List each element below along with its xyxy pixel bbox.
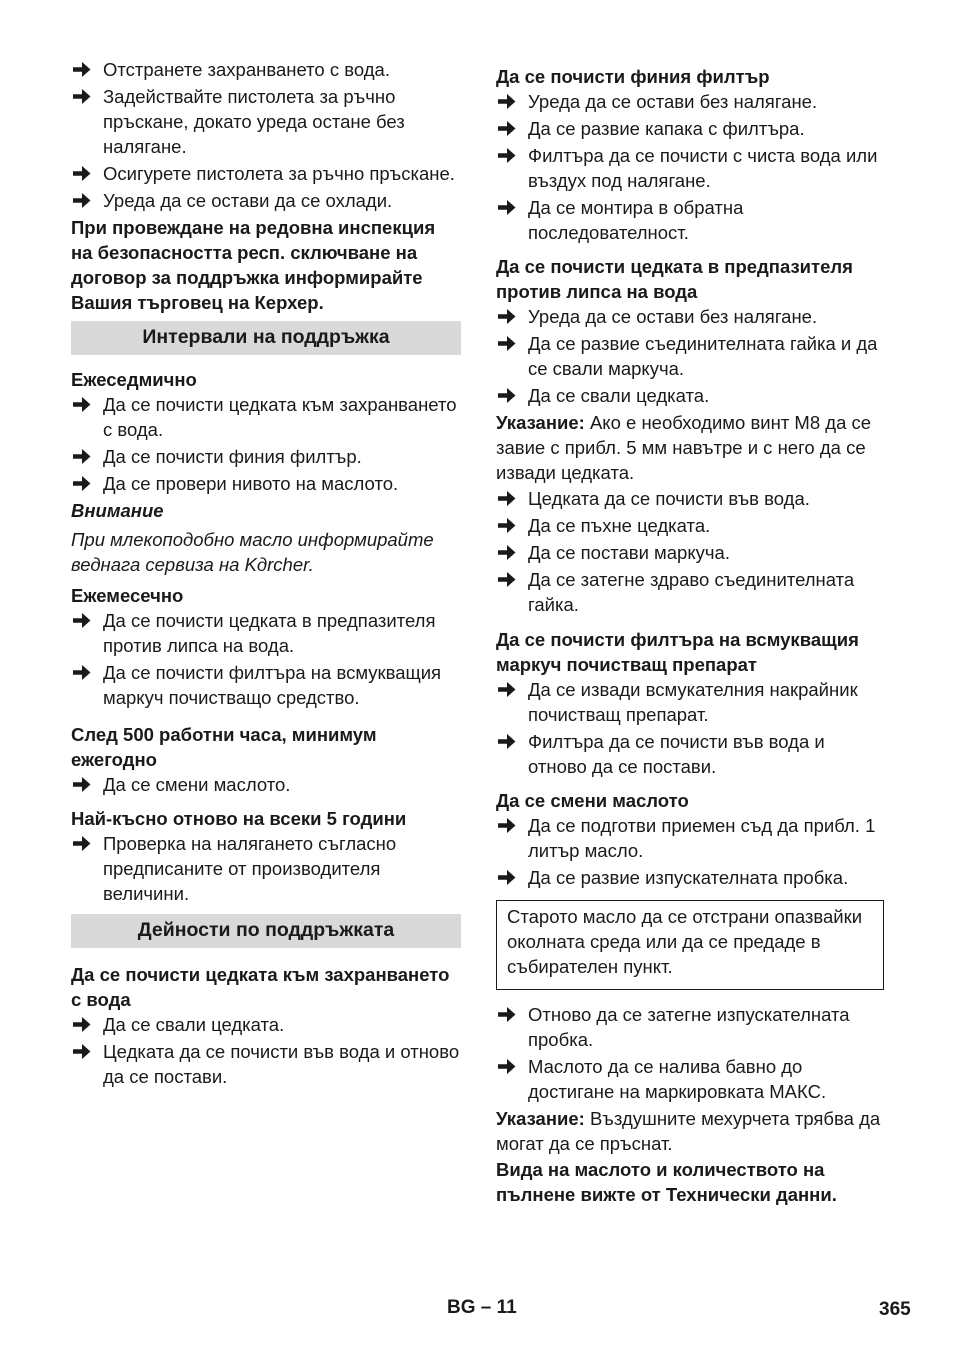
list-item [496,304,884,329]
list-item [496,116,884,141]
list-item-text: Да се постави маркуча. [528,542,730,563]
list-item [71,188,461,213]
arrow-right-icon [73,835,91,852]
note-text: Въздушните мехурчета трябва да могат да се пръснат. [496,1108,881,1154]
list-item [496,331,884,381]
list-item [496,729,884,779]
list-item [496,677,884,727]
list-item [496,143,884,193]
list-item-text: Осигурете пистолета за ръчно пръскане. [103,163,455,184]
list-item-text: Маслото да се налива бавно до достигане на маркировката МАКС. [528,1056,827,1102]
note-text: Ако е необходимо винт M8 да се завие с прибл. 5 мм навътре и с него да се извади цедката. [496,412,872,483]
arrow-right-icon [498,147,516,164]
list-item-text: Цедката да се почисти във вода и отново да се постави. [103,1041,460,1087]
arrow-right-icon [498,490,516,507]
list-fine-filter [496,89,884,245]
heading-fine-filter: Да се почисти финия филтър [496,66,770,87]
arrow-right-icon [498,1006,516,1023]
heading-monthly: Ежемесечно [71,585,184,606]
note-label: Указание: [496,1108,585,1129]
list-item-text: Цедката да се почисти във вода. [528,488,810,509]
arrow-right-icon [498,571,516,588]
list-item-text: Да се подготви приемен съд да прибл. 1 литър масло. [528,815,876,861]
right-column [496,57,884,1209]
list-suction-filter [496,677,884,779]
list-item [496,865,884,890]
list-item-text: Да се свали цедката. [103,1014,285,1035]
arrow-right-icon [498,869,516,886]
list-item [71,471,461,496]
list-oil-b [496,1002,884,1104]
list-item-text: Отново да се затегне изпускателната пробка. [528,1004,850,1050]
list-oil-a [496,813,884,890]
arrow-right-icon [498,387,516,404]
list-item-text: Да се извади всмукателния накрайник почистващ препарат. [528,679,858,725]
note-m8 [496,410,884,485]
list-water-strainer-b [496,486,884,617]
list-item-text: Да се смени маслото. [103,774,291,795]
arrow-right-icon [73,88,91,105]
arrow-right-icon [73,165,91,182]
heading-clean-strainer: Да се почисти цедката към захранването с вода [71,964,450,1010]
note-air-bubbles [496,1106,884,1156]
section-band-intervals: Интервали на поддръжка [71,321,461,355]
list-item-text: Филтъра да се почисти с чиста вода или въздух под налягане. [528,145,878,191]
arrow-right-icon [73,1043,91,1060]
list-item [71,608,461,658]
list-monthly [71,608,461,710]
heading-oil-change: Да се смени маслото [496,790,689,811]
arrow-right-icon [498,199,516,216]
attention-text: При млекоподобно масло информирайте веднага сервиза на Kдrcher. [71,529,434,575]
list-item [496,486,884,511]
arrow-right-icon [498,335,516,352]
arrow-right-icon [73,396,91,413]
heading-weekly: Ежеседмично [71,369,197,390]
arrow-right-icon [498,544,516,561]
list-item [496,1054,884,1104]
list-5-years [71,831,461,906]
arrow-right-icon [498,517,516,534]
arrow-right-icon [73,612,91,629]
heading-attention: Внимание [71,500,164,521]
arrow-right-icon [73,1016,91,1033]
list-item-text: Уреда да се остави да се охлади. [103,190,393,211]
old-oil-notice-box: Старото масло да се отстрани опазвайки околната среда или да се предаде в събирателен пункт. [496,900,884,990]
list-item-text: Да се затегне здраво съединителната гайка. [528,569,855,615]
list-item [71,1039,461,1089]
list-item [496,567,884,617]
left-column [71,57,461,1091]
list-item-text: Да се пъхне цедката. [528,515,711,536]
heading-5-years: Най-късно отново на всеки 5 години [71,808,407,829]
arrow-right-icon [498,733,516,750]
final-note: Вида на маслото и количеството на пълнене вижте от Технически данни. [496,1159,837,1205]
inspection-note: При провеждане на редовна инспекция на безопасността респ. сключване на договор за поддръжка информирайте Вашия търговец на Керхер. [71,217,436,313]
list-item [71,660,461,710]
arrow-right-icon [73,448,91,465]
list-item [71,444,461,469]
section-band-activities: Дейности по поддръжката [71,914,461,948]
list-item [496,89,884,114]
list-item-text: Да се почисти цедката към захранването с вода. [103,394,457,440]
arrow-right-icon [73,776,91,793]
list-item-text: Да се почисти финия филтър. [103,446,362,467]
list-item [71,84,461,159]
heading-water-strainer: Да се почисти цедката в предпазителя против липса на вода [496,256,853,302]
arrow-right-icon [498,681,516,698]
list-item-text: Уреда да се остави без налягане. [528,91,818,112]
list-item-text: Отстранете захранването с вода. [103,59,390,80]
list-item [496,1002,884,1052]
list-item [496,513,884,538]
list-item [496,813,884,863]
arrow-right-icon [498,1058,516,1075]
arrow-right-icon [498,120,516,137]
list-item [496,383,884,408]
list-item-text: Да се почисти цедката в предпазителя против липса на вода. [103,610,436,656]
list-item [71,831,461,906]
list-item-text: Да се почисти филтъра на всмукващия маркуч почистващо средство. [103,662,442,708]
arrow-right-icon [73,61,91,78]
list-item [71,772,461,797]
list-item-text: Уреда да се остави без налягане. [528,306,818,327]
list-item-text: Да се развие съединителната гайка и да се свали маркуча. [528,333,878,379]
footer-language-page: BG – 11 [447,1297,517,1318]
list-item-text: Да се монтира в обратна последователност. [528,197,744,243]
note-label: Указание: [496,412,585,433]
list-item-text: Проверка на налягането съгласно предписаните от производителя величини. [103,833,397,904]
heading-suction-filter: Да се почисти филтъра на всмукващия маркуч почистващ препарат [496,629,859,675]
list-item-text: Филтъра да се почисти във вода и отново да се постави. [528,731,825,777]
arrow-right-icon [498,817,516,834]
arrow-right-icon [73,475,91,492]
list-item-text: Задействайте пистолета за ръчно пръскане, докато уреда остане без налягане. [103,86,405,157]
list-water-strainer-a [496,304,884,408]
arrow-right-icon [498,308,516,325]
list-item [71,161,461,186]
list-clean-strainer [71,1012,461,1089]
list-item [71,392,461,442]
list-500-hours [71,772,461,797]
list-item [71,1012,461,1037]
list-item-text: Да се развие капака с филтъра. [528,118,805,139]
list-item-text: Да се свали цедката. [528,385,710,406]
list-weekly [71,392,461,496]
list-item-text: Да се развие изпускателната пробка. [528,867,849,888]
arrow-right-icon [73,192,91,209]
heading-500-hours: След 500 работни часа, минимум ежегодно [71,724,377,770]
list-intro [71,57,461,213]
list-item-text: Да се провери нивото на маслото. [103,473,399,494]
arrow-right-icon [73,664,91,681]
page-number: 365 [879,1299,911,1320]
list-item [71,57,461,82]
arrow-right-icon [498,93,516,110]
list-item [496,195,884,245]
list-item [496,540,884,565]
